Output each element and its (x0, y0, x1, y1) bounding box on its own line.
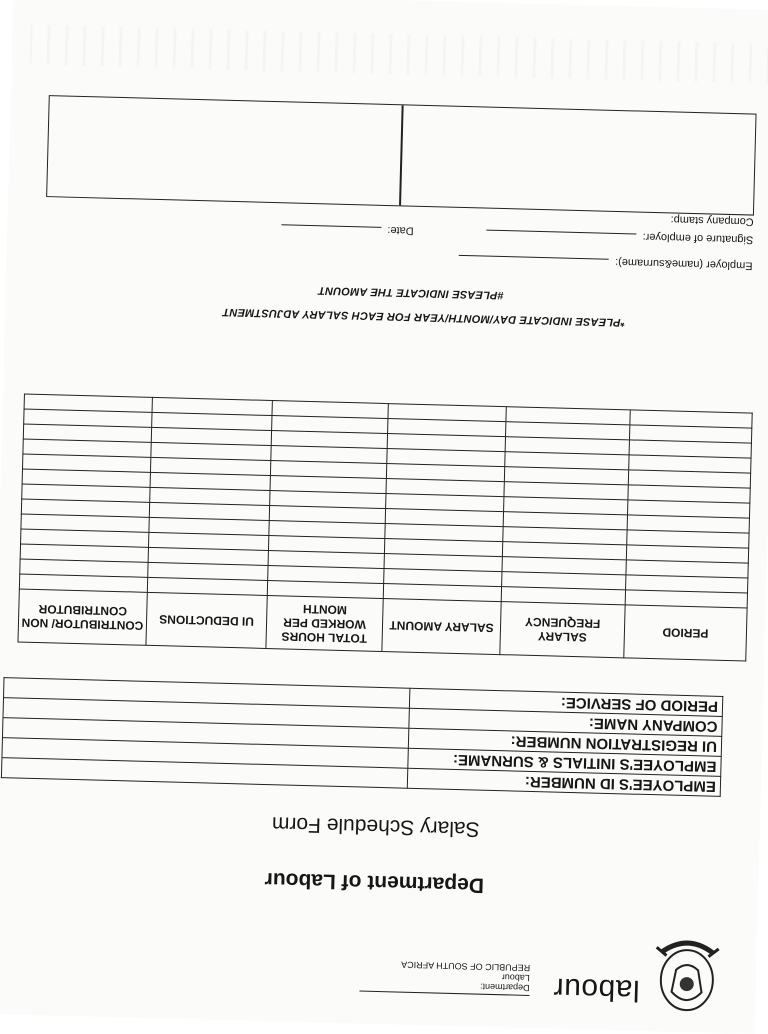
coat-of-arms-emblem (647, 933, 727, 1015)
table-cell[interactable] (384, 539, 502, 557)
table-cell[interactable] (386, 494, 504, 512)
table-cell[interactable] (148, 532, 268, 550)
company-stamp-box[interactable] (46, 95, 756, 215)
table-cell[interactable] (270, 461, 386, 479)
salary-schedule-table (17, 394, 752, 662)
table-cell[interactable] (385, 509, 503, 527)
table-cell[interactable] (152, 412, 272, 430)
table-cell[interactable] (387, 434, 505, 452)
table-cell[interactable] (270, 476, 386, 494)
column-header-contributor: CONTRIBUTOR/ NON CONTRIBUTOR (18, 589, 147, 645)
table-cell[interactable] (147, 577, 267, 595)
info-label: EMPLOYEE'S ID NUMBER: (407, 768, 720, 796)
table-cell[interactable] (148, 547, 268, 565)
date-label: Date: (387, 223, 414, 237)
column-header-period: PERIOD (624, 605, 747, 661)
employee-info-table (1, 677, 723, 797)
stamp-box-divider (400, 105, 404, 205)
company-stamp-label: Company stamp: (670, 213, 754, 228)
table-cell[interactable] (272, 401, 388, 419)
column-header-ui-deductions: UI DEDUCTIONS (146, 592, 267, 648)
table-cell[interactable] (385, 524, 503, 542)
table-cell[interactable] (387, 449, 505, 467)
table-cell[interactable] (384, 569, 502, 587)
table-cell[interactable] (150, 457, 270, 475)
note-date-format: *PLEASE INDICATE DAY/MONTH/YEAR FOR EACH SALARY ADJUSTMENT (222, 305, 626, 329)
table-cell[interactable] (271, 431, 387, 449)
form-title: Salary Schedule Form (271, 812, 480, 841)
table-cell[interactable] (630, 410, 752, 428)
table-cell[interactable] (270, 491, 386, 509)
scan-noise (30, 25, 768, 84)
table-cell[interactable] (272, 416, 388, 434)
table-cell[interactable] (269, 520, 385, 538)
table-cell[interactable] (269, 506, 385, 524)
employer-name-label: Employer (name&surname): (614, 255, 753, 272)
table-cell[interactable] (384, 554, 502, 572)
table-cell[interactable] (268, 550, 384, 568)
table-cell[interactable] (386, 479, 504, 497)
info-label: EMPLOYEE'S INITIALS & SURNAME: (408, 748, 721, 776)
table-cell[interactable] (151, 442, 271, 460)
employer-signature-line (487, 230, 637, 235)
table-cell[interactable] (383, 584, 501, 602)
logo-department-text: Department: Labour REPUBLIC OF SOUTH AFRICA (359, 959, 530, 996)
column-header-total-hours: TOTAL HOURS WORKED PER MONTH (266, 595, 383, 651)
table-cell[interactable] (268, 535, 384, 553)
employer-name-line (459, 255, 609, 260)
info-label: COMPANY NAME: (409, 708, 722, 736)
table-cell[interactable] (506, 407, 630, 425)
logo-block (25, 917, 727, 1015)
table-cell[interactable] (148, 562, 268, 580)
column-header-salary-amount: SALARY AMOUNT (382, 599, 501, 655)
brand-wordmark: labour (552, 971, 640, 1007)
table-cell[interactable] (388, 404, 506, 422)
table-cell[interactable] (151, 427, 271, 445)
employer-signature-label: Signature of employer: (642, 230, 754, 246)
table-cell[interactable] (267, 580, 383, 598)
table-cell[interactable] (150, 472, 270, 490)
table-cell[interactable] (386, 464, 504, 482)
table-cell[interactable] (150, 487, 270, 505)
table-cell[interactable] (271, 446, 387, 464)
employer-name-field[interactable] (459, 252, 753, 272)
table-cell[interactable] (149, 502, 269, 520)
table-cell[interactable] (268, 565, 384, 583)
table-cell[interactable] (149, 517, 269, 535)
date-line (281, 224, 381, 228)
column-header-salary-frequency: SALARY FREQUENCY (500, 602, 625, 658)
info-label: PERIOD OF SERVICE: (409, 688, 722, 716)
info-label: UI REGISTRATION NUMBER: (408, 728, 721, 756)
table-cell[interactable] (152, 397, 272, 415)
table-cell[interactable] (388, 419, 506, 437)
note-amount: #PLEASE INDICATE THE AMOUNT (317, 284, 504, 302)
department-heading: Department of Labour (264, 868, 485, 897)
